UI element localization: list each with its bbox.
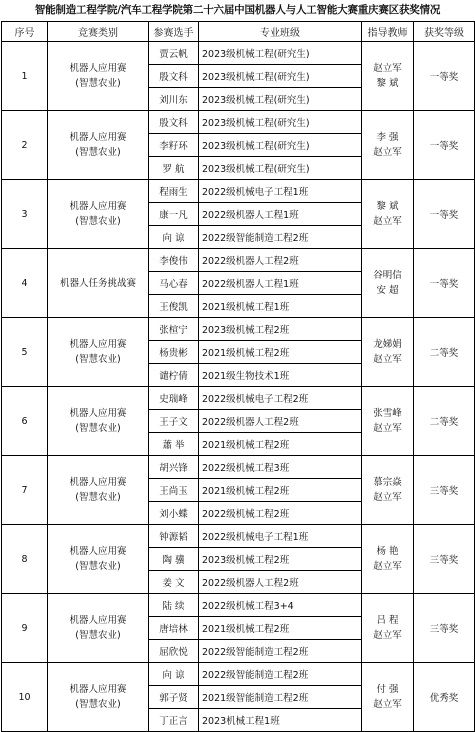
teacher-name: 赵立军 xyxy=(373,630,402,641)
header-no: 序号 xyxy=(2,22,48,42)
group-number: 6 xyxy=(2,387,48,456)
group-award: 一等奖 xyxy=(414,42,475,111)
sheet-title: 智能制造工程学院/汽车工程学院第二十六届中国机器人与人工智能大赛重庆赛区获奖情况 xyxy=(34,4,441,16)
player-name: 谴柠倩 xyxy=(149,364,199,387)
player-name: 罗 航 xyxy=(149,157,199,180)
award-table xyxy=(1,21,475,732)
teacher-name: 赵立军 xyxy=(373,354,402,365)
teacher-name: 龙娣娟 xyxy=(373,339,402,350)
category-line: (智慧农业) xyxy=(75,354,121,365)
teacher-name: 赵立军 xyxy=(373,423,402,434)
header-player: 参赛选手 xyxy=(149,22,199,42)
group-teachers xyxy=(362,663,414,732)
table-body xyxy=(2,42,475,732)
group-category xyxy=(48,663,149,732)
player-major: 2022级机器人工程1班 xyxy=(199,203,362,226)
player-major: 2022级智能制造工程2班 xyxy=(199,226,362,249)
table-row xyxy=(2,180,475,203)
player-name: 刘小蝶 xyxy=(149,502,199,525)
teacher-name: 吕 程 xyxy=(376,615,399,626)
table-row xyxy=(2,525,475,548)
player-major: 2022级机械电子工程2班 xyxy=(199,387,362,410)
player-name: 陆 续 xyxy=(149,594,199,617)
group-teachers xyxy=(362,387,414,456)
teacher-name: 黎 斌 xyxy=(376,78,399,89)
teacher-name: 赵立军 xyxy=(373,147,402,158)
player-major: 2022级机械工程3+4 xyxy=(199,594,362,617)
player-name: 郭子贤 xyxy=(149,686,199,709)
player-major: 2021级机械工程1班 xyxy=(199,295,362,318)
group-category xyxy=(48,525,149,594)
group-category xyxy=(48,42,149,111)
player-major: 2021级机械工程2班 xyxy=(199,433,362,456)
player-major: 2022级机器人工程2班 xyxy=(199,249,362,272)
group-teachers xyxy=(362,111,414,180)
player-name: 马心春 xyxy=(149,272,199,295)
player-name: 钟源韬 xyxy=(149,525,199,548)
player-name: 向 谅 xyxy=(149,663,199,686)
player-name: 屈欣悦 xyxy=(149,640,199,663)
group-award: 二等奖 xyxy=(414,387,475,456)
group-number: 9 xyxy=(2,594,48,663)
teacher-name: 赵立军 xyxy=(373,492,402,503)
player-major: 2023级机械工程2班 xyxy=(199,318,362,341)
group-category xyxy=(48,594,149,663)
category-line: (智慧农业) xyxy=(75,561,121,572)
teacher-name: 慕宗焱 xyxy=(373,477,402,488)
player-major: 2023级机械工程(研究生) xyxy=(199,111,362,134)
player-name: 杨贵彬 xyxy=(149,341,199,364)
header-row xyxy=(2,22,475,42)
category-line: (智慧农业) xyxy=(75,216,121,227)
table-row xyxy=(2,42,475,65)
group-award: 一等奖 xyxy=(414,180,475,249)
category-line: 机器人任务挑战赛 xyxy=(59,277,136,289)
header-teacher: 指导教师 xyxy=(362,22,414,42)
table-row xyxy=(2,387,475,410)
teacher-name: 谷明信 xyxy=(373,270,402,281)
player-major: 2021级机械工程2班 xyxy=(199,341,362,364)
group-teachers xyxy=(362,594,414,663)
player-major: 2021级机械工程2班 xyxy=(199,479,362,502)
category-line: (智慧农业) xyxy=(75,492,121,503)
group-teachers xyxy=(362,318,414,387)
player-major: 2023级机械工程(研究生) xyxy=(199,157,362,180)
group-number: 3 xyxy=(2,180,48,249)
group-award: 三等奖 xyxy=(414,525,475,594)
group-number: 10 xyxy=(2,663,48,732)
category-line: 机器人应用赛 xyxy=(69,63,127,74)
group-number: 2 xyxy=(2,111,48,180)
group-award: 优秀奖 xyxy=(414,663,475,732)
teacher-name: 张雪峰 xyxy=(373,408,402,419)
player-name: 康一凡 xyxy=(149,203,199,226)
group-teachers xyxy=(362,525,414,594)
category-line: 机器人应用赛 xyxy=(69,546,127,557)
header-major: 专业班级 xyxy=(199,22,362,42)
table-row xyxy=(2,663,475,686)
group-teachers xyxy=(362,180,414,249)
table-row xyxy=(2,456,475,479)
player-major: 2023级机械工程(研究生) xyxy=(199,65,362,88)
teacher-name: 李 强 xyxy=(376,132,399,143)
category-line: 机器人应用赛 xyxy=(69,615,127,626)
category-line: 机器人应用赛 xyxy=(69,684,127,695)
teacher-name: 赵立军 xyxy=(373,63,402,74)
group-category xyxy=(48,249,149,318)
player-major: 2021级机械工程2班 xyxy=(199,617,362,640)
player-major: 2023级机械工程(研究生) xyxy=(199,88,362,111)
group-award: 一等奖 xyxy=(414,249,475,318)
player-name: 王尚玉 xyxy=(149,479,199,502)
category-line: 机器人应用赛 xyxy=(69,408,127,419)
group-number: 1 xyxy=(2,42,48,111)
category-line: (智慧农业) xyxy=(75,630,121,641)
table-row xyxy=(2,111,475,134)
category-line: 机器人应用赛 xyxy=(69,339,127,350)
player-name: 李俊伟 xyxy=(149,249,199,272)
player-major: 2022级智能制造工程2班 xyxy=(199,663,362,686)
teacher-name: 赵立军 xyxy=(373,216,402,227)
header-award: 获奖等级 xyxy=(414,22,475,42)
group-award: 三等奖 xyxy=(414,594,475,663)
teacher-name: 赵立军 xyxy=(373,699,402,710)
group-teachers xyxy=(362,456,414,525)
player-major: 2022级机械电子工程1班 xyxy=(199,525,362,548)
group-category xyxy=(48,111,149,180)
player-major: 2022级机器人工程2班 xyxy=(199,571,362,594)
group-award: 二等奖 xyxy=(414,318,475,387)
player-name: 丁正言 xyxy=(149,709,199,732)
player-name: 陶 骥 xyxy=(149,548,199,571)
teacher-name: 黎 斌 xyxy=(376,201,399,212)
header-category: 竞赛类别 xyxy=(48,22,149,42)
player-name: 李籽环 xyxy=(149,134,199,157)
player-major: 2022级机器人工程2班 xyxy=(199,410,362,433)
table-row xyxy=(2,249,475,272)
player-name: 蕭 举 xyxy=(149,433,199,456)
player-major: 2022级机器人工程1班 xyxy=(199,272,362,295)
player-major: 2023级机械工程(研究生) xyxy=(199,134,362,157)
group-category xyxy=(48,180,149,249)
player-name: 张楦宁 xyxy=(149,318,199,341)
player-name: 向 谅 xyxy=(149,226,199,249)
group-award: 一等奖 xyxy=(414,111,475,180)
teacher-name: 赵立军 xyxy=(373,561,402,572)
category-line: 机器人应用赛 xyxy=(69,477,127,488)
category-line: (智慧农业) xyxy=(75,699,121,710)
group-category xyxy=(48,387,149,456)
player-name: 王子文 xyxy=(149,410,199,433)
group-category xyxy=(48,318,149,387)
player-major: 2021级生物技术1班 xyxy=(199,364,362,387)
group-award: 三等奖 xyxy=(414,456,475,525)
table-row xyxy=(2,594,475,617)
teacher-name: 杨 艳 xyxy=(376,546,399,557)
group-number: 8 xyxy=(2,525,48,594)
player-major: 2022级智能制造工程2班 xyxy=(199,640,362,663)
group-number: 5 xyxy=(2,318,48,387)
player-major: 2022级机械电子工程1班 xyxy=(199,180,362,203)
teacher-name: 安 超 xyxy=(376,285,399,296)
player-name: 贾云帆 xyxy=(149,42,199,65)
player-name: 殷文科 xyxy=(149,65,199,88)
table-row xyxy=(2,318,475,341)
category-line: (智慧农业) xyxy=(75,78,121,89)
category-line: 机器人应用赛 xyxy=(69,201,127,212)
player-major: 2022级机械工程3班 xyxy=(199,456,362,479)
player-major: 2023级机械工程2班 xyxy=(199,548,362,571)
player-name: 姜 文 xyxy=(149,571,199,594)
group-number: 7 xyxy=(2,456,48,525)
player-name: 程雨生 xyxy=(149,180,199,203)
player-major: 2023机械工程1班 xyxy=(199,709,362,732)
player-major: 2023级机械工程(研究生) xyxy=(199,42,362,65)
group-number: 4 xyxy=(2,249,48,318)
group-category xyxy=(48,456,149,525)
player-name: 王俊凯 xyxy=(149,295,199,318)
player-major: 2021级智能制造工程2班 xyxy=(199,686,362,709)
teacher-name: 付 强 xyxy=(376,684,399,695)
player-name: 刘川东 xyxy=(149,88,199,111)
player-major: 2022级机械工程2班 xyxy=(199,502,362,525)
group-teachers xyxy=(362,42,414,111)
category-line: (智慧农业) xyxy=(75,423,121,434)
player-name: 胡兴锋 xyxy=(149,456,199,479)
player-name: 殷文科 xyxy=(149,111,199,134)
category-line: 机器人应用赛 xyxy=(69,132,127,143)
category-line: (智慧农业) xyxy=(75,147,121,158)
player-name: 史瑞峰 xyxy=(149,387,199,410)
group-teachers xyxy=(362,249,414,318)
player-name: 唐培林 xyxy=(149,617,199,640)
